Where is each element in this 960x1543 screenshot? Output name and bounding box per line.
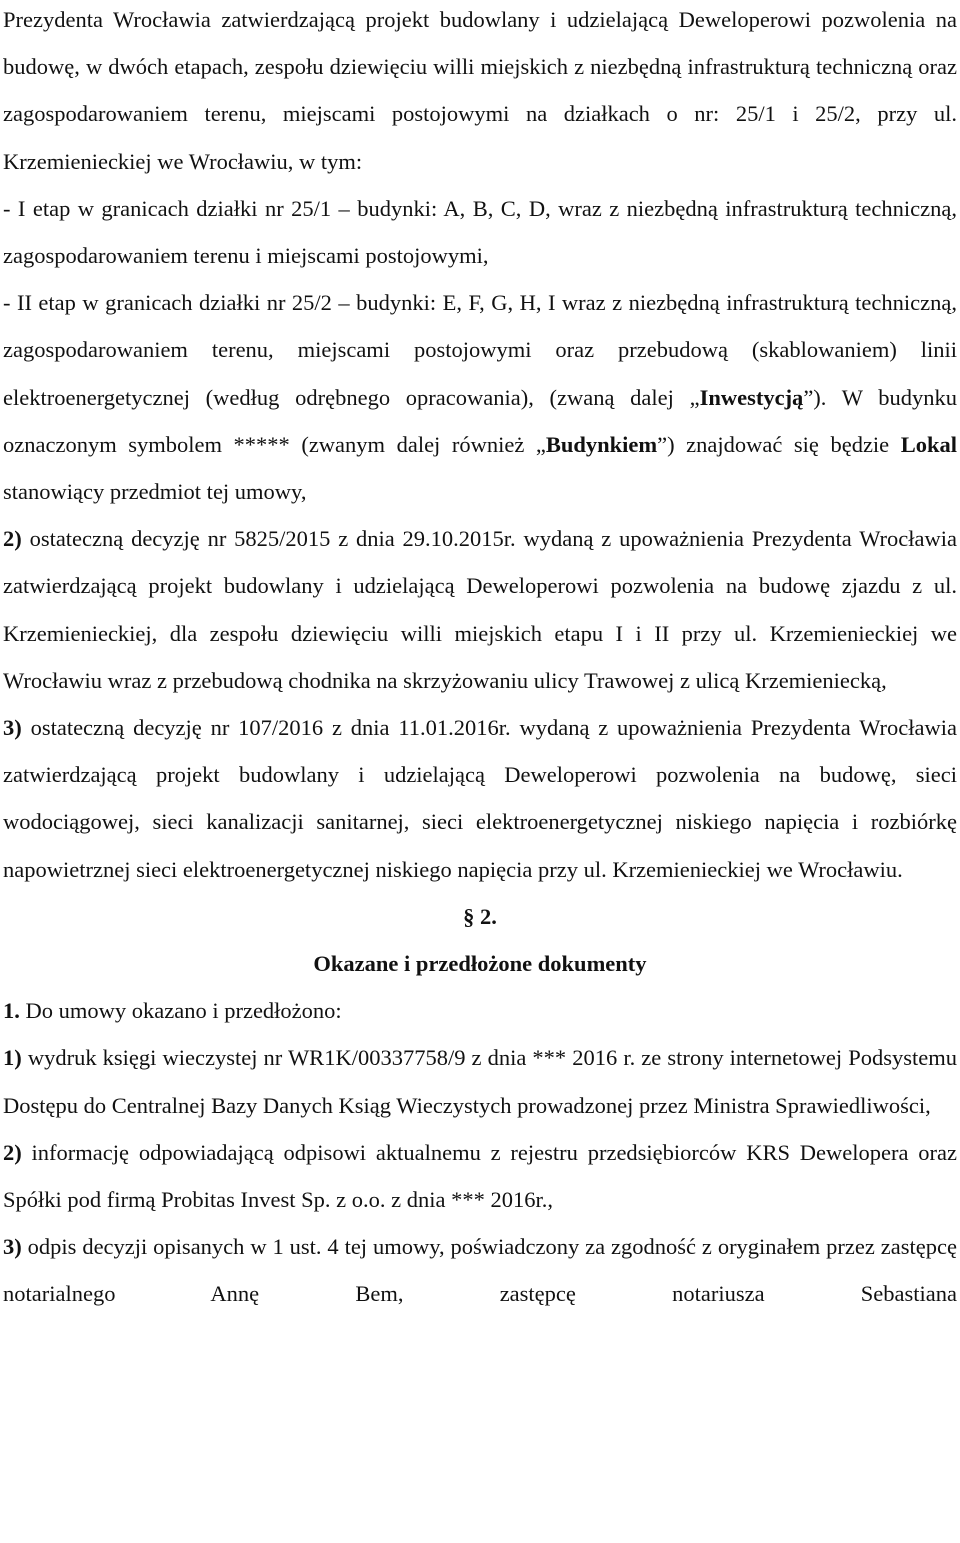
item-3-text: ostateczną decyzję nr 107/2016 z dnia 11.01.2016r. wydaną z upoważnienia Prezydenta Wrocławia zatwierdzającą projekt budowlany i udzielającą Deweloperowi pozwolenia na budowę, sieci wodociągowej, sieci kanalizacji sanitarnej, sieci elektroenergetycznej niskiego napięcia i rozbiórkę napowietrznej sieci elektroenergetycznej niskiego napięcia przy ul. Krzemienieckiej we Wrocławiu.	[3, 715, 957, 882]
paragraph-decision-1-text: Prezydenta Wrocławia zatwierdzającą projekt budowlany i udzielającą Deweloperowi pozwolenia na budowę, w dwóch etapach, zespołu dziewięciu willi miejskich z niezbędną infrastrukturą techniczną oraz zagospodarowaniem terenu, miejscami postojowymi na działkach o nr: 25/1 i 25/2, przy ul. Krzemienieckiej we Wrocławiu, w tym:	[3, 7, 957, 174]
document-1-number: 1)	[3, 1045, 22, 1071]
point-1-number: 1.	[3, 998, 20, 1024]
section-number: § 2.	[463, 903, 497, 929]
document-1-text: wydruk księgi wieczystej nr WR1K/00337758/9 z dnia *** 2016 r. ze strony internetowej Podsystemu Dostępu do Centralnej Bazy Danych Ksiąg Wieczystych prowadzonej przez Ministra Sprawiedliwości,	[3, 1045, 957, 1118]
item-2-paragraph	[3, 515, 957, 704]
investment-term: Inwestycją	[699, 384, 804, 410]
stage-2-text-mid1: ”). W budynku oznaczonym symbolem ***** (zwanym dalej również „	[3, 384, 957, 457]
document-2-paragraph	[3, 1129, 957, 1223]
stage-2-text-before: - II etap w granicach działki nr 25/2 – budynki: E, F, G, H, I wraz z niezbędną infrastrukturą techniczną, zagospodarowaniem terenu, miejscami postojowymi oraz przebudową (skablowaniem) linii elektroenergetycznej (według odrębnego opracowania), (zwaną dalej „	[3, 290, 957, 410]
stage-2-text-mid2: ”) znajdować się będzie	[657, 431, 901, 457]
document-2-text: informację odpowiadającą odpisowi aktualnemu z rejestru przedsiębiorców KRS Dewelopera oraz Spółki pod firmą Probitas Invest Sp. z o.o. z dnia *** 2016r.,	[3, 1139, 957, 1213]
item-2-text: ostateczną decyzję nr 5825/2015 z dnia 29.10.2015r. wydaną z upoważnienia Prezydenta Wrocławia zatwierdzającą projekt budowlany i udzielającą Deweloperowi pozwolenia na budowę zjazdu z ul. Krzemienieckiej, dla zespołu dziewięciu willi miejskich etapu I i II przy ul. Krzemienieckiej we Wrocławiu wraz z przebudową chodnika na skrzyżowaniu ulicy Trawowej z ulicą Krzemieniecką,	[3, 526, 957, 693]
section-title: Okazane i przedłożone dokumenty	[313, 951, 647, 977]
stage-1-paragraph	[3, 185, 957, 279]
item-2-number: 2)	[3, 526, 22, 552]
building-term: Budynkiem	[545, 431, 658, 457]
document-3-number: 3)	[3, 1234, 22, 1260]
unit-term: Lokal	[900, 431, 957, 457]
item-3-number: 3)	[3, 715, 22, 741]
paragraph-decision-1	[3, 0, 957, 185]
stage-2-paragraph	[3, 279, 957, 515]
document-1-paragraph	[3, 1034, 957, 1128]
stage-1-text: - I etap w granicach działki nr 25/1 – budynki: A, B, C, D, wraz z niezbędną infrastrukturą techniczną, zagospodarowaniem terenu i miejscami postojowymi,	[3, 195, 957, 269]
stage-2-text-after: stanowiący przedmiot tej umowy,	[3, 479, 307, 505]
document-2-number: 2)	[3, 1139, 22, 1165]
document-3-text: odpis decyzji opisanych w 1 ust. 4 tej umowy, poświadczony za zgodność z oryginałem przez zastępcę notarialnego Annę Bem, zastępcę notariusza Sebastiana	[3, 1234, 957, 1307]
item-3-paragraph	[3, 704, 957, 893]
point-1-text: Do umowy okazano i przedłożono:	[19, 998, 342, 1024]
document-3-paragraph	[3, 1223, 957, 1317]
point-1-paragraph	[3, 987, 957, 1034]
